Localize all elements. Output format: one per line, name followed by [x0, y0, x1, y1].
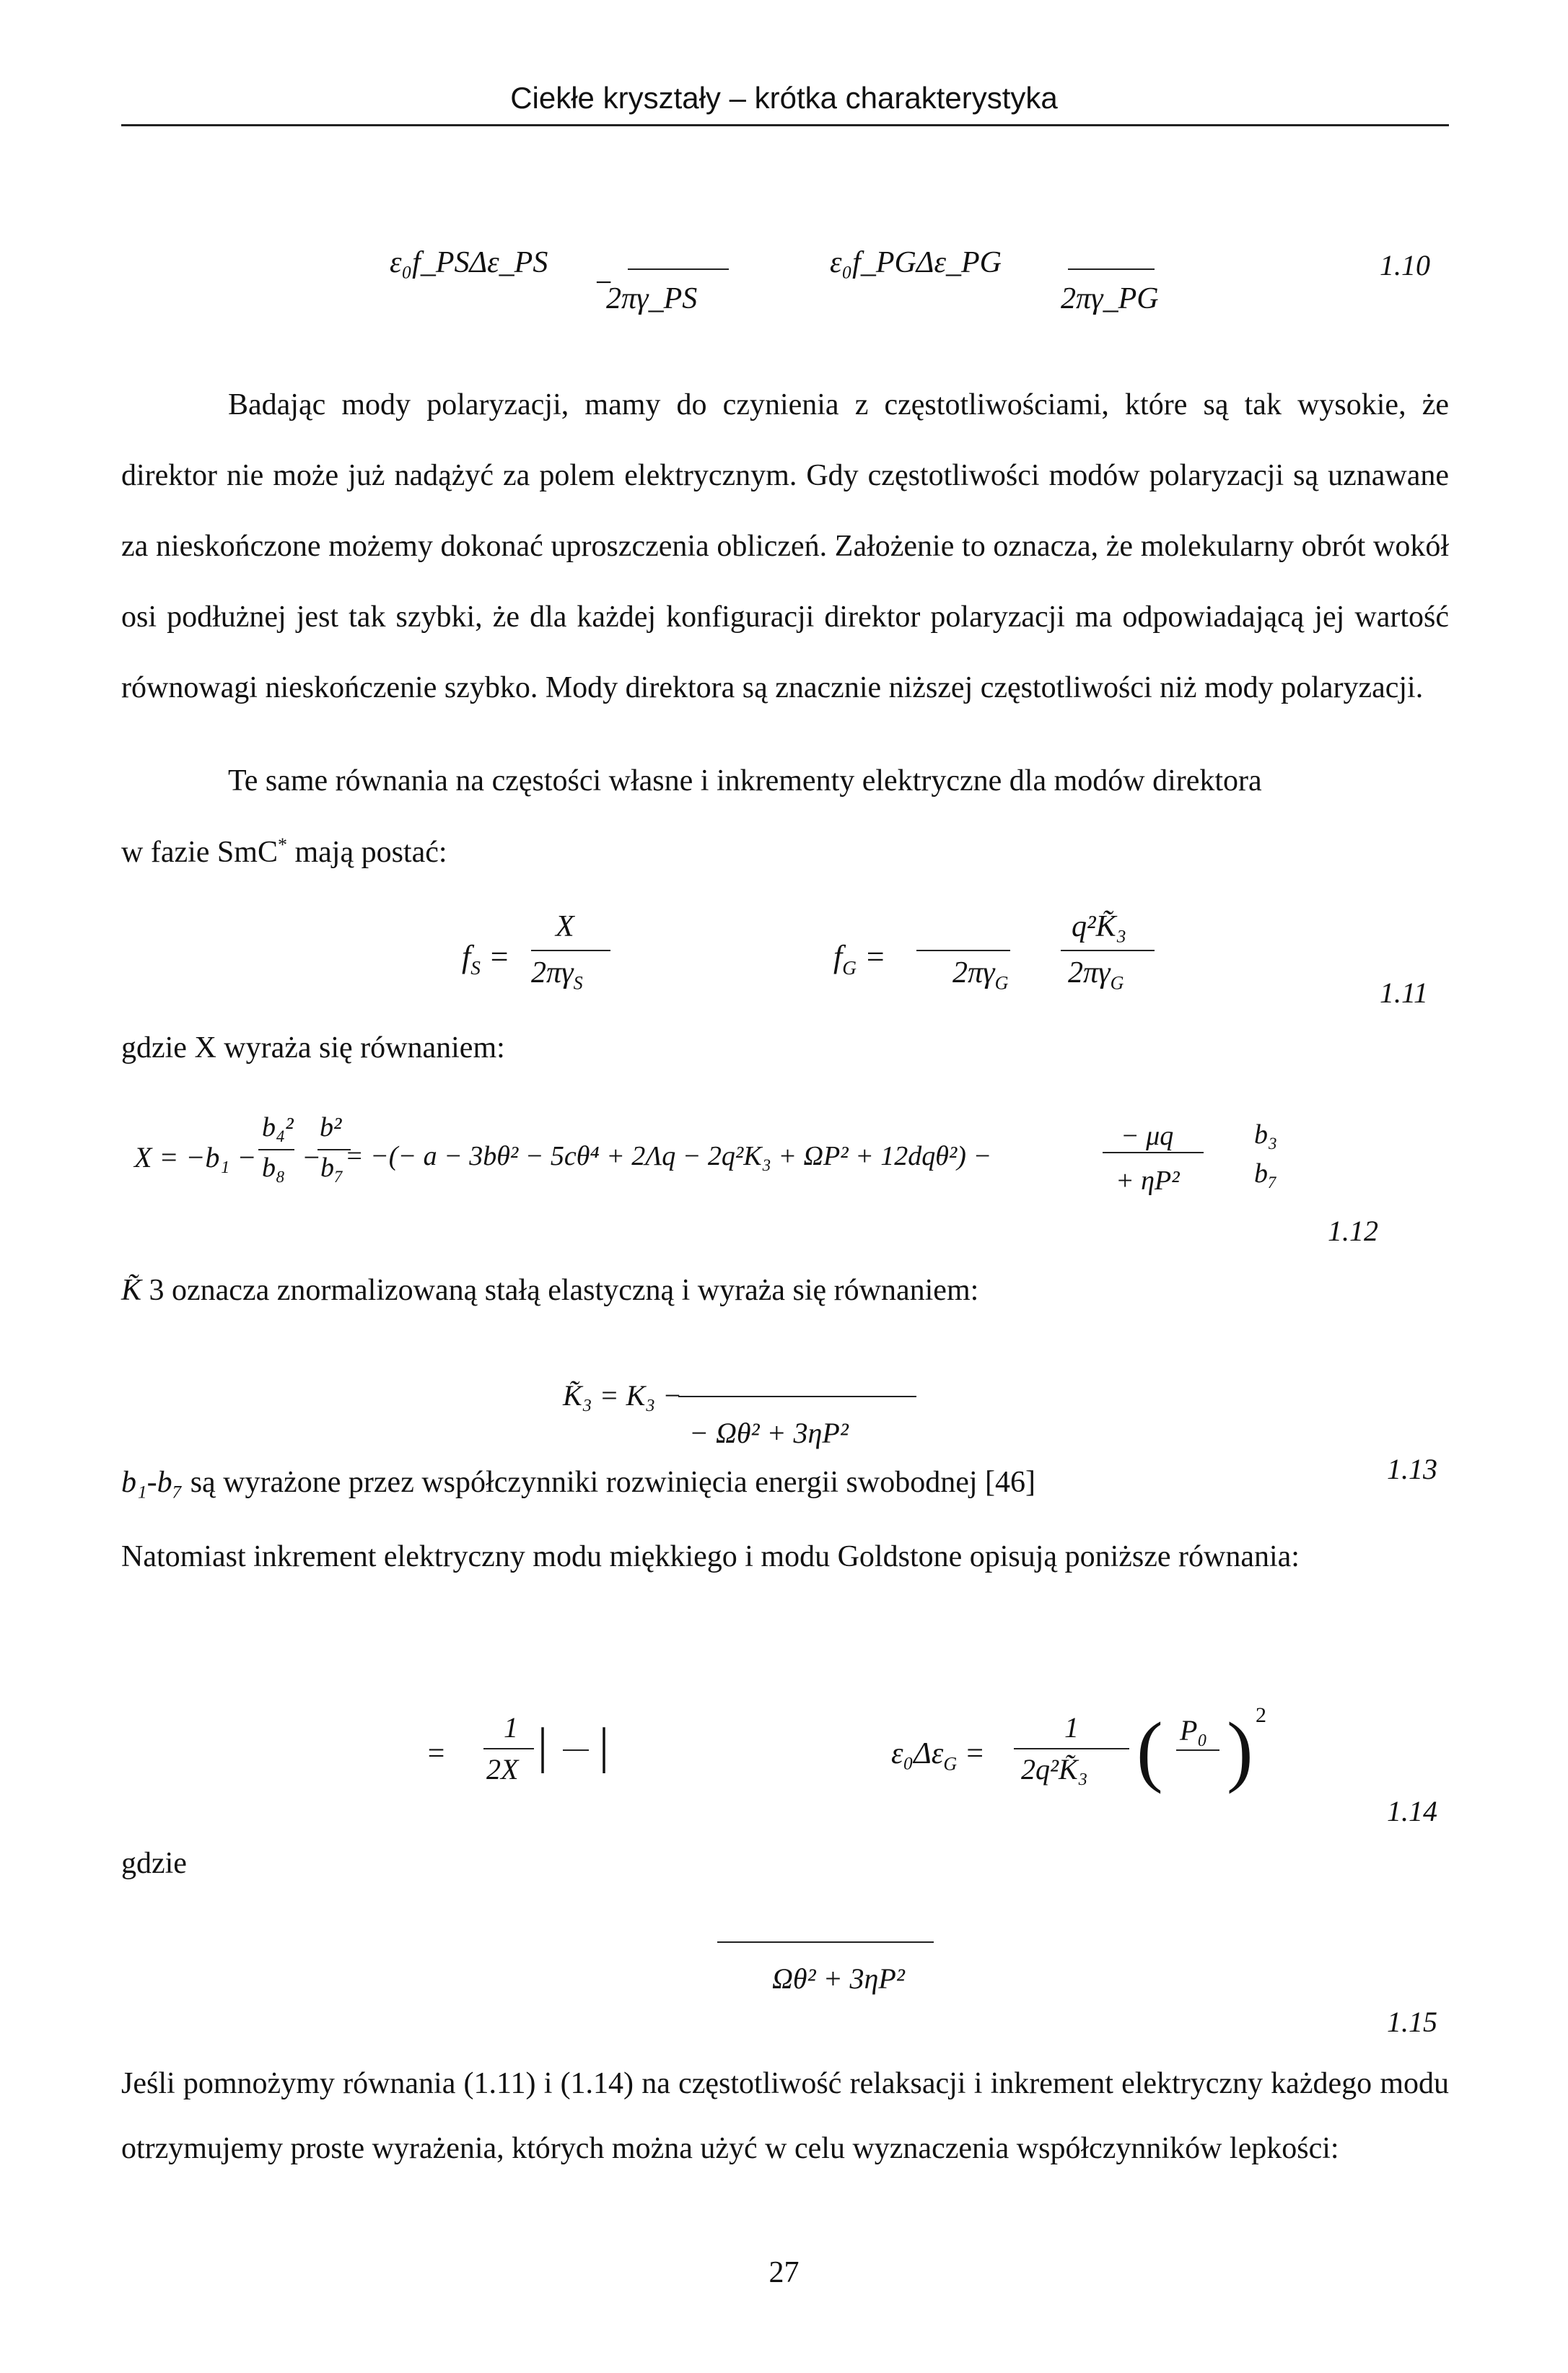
eq-1-10-left-numerator: ε₀f_PSΔε_PS: [390, 246, 548, 279]
smc-star: *: [277, 834, 287, 855]
eq-1-14-paren-open: (: [1136, 1706, 1163, 1794]
eq-1-14-number: 1.14: [1387, 1795, 1437, 1827]
eq-1-11-fs-numerator: X: [556, 910, 574, 943]
eq-1-10-number: 1.10: [1380, 249, 1430, 281]
k3-description: [121, 1273, 978, 1308]
eq-1-13-denominator: − Ωθ² + 3ηP²: [689, 1417, 849, 1449]
eq-1-12-frac1-num: b₄²: [262, 1112, 294, 1142]
eq-1-14-left-inner-bar: [563, 1749, 589, 1751]
eq-1-12-frac2-num: b²: [320, 1112, 342, 1142]
b1-b7-text: są wyrażone przez współczynniki rozwinięcia energii swobodnej [46]: [183, 1466, 1036, 1499]
eq-1-14-left-num: 1: [504, 1711, 518, 1744]
eq-1-11-fs-bar: [531, 950, 610, 951]
eq-1-10-right-bar: [1068, 268, 1155, 270]
eq-1-14-right-bar: [1014, 1748, 1129, 1749]
gdzie-text: gdzie: [121, 1847, 187, 1880]
eq-1-11-fg-denominator2: $2\pi\gamma_G$: [1068, 956, 1124, 994]
gdzie-x-text: gdzie X wyraża się równaniem:: [121, 1031, 505, 1065]
eq-1-14-left-bracket-close: |: [599, 1718, 610, 1774]
eq-1-10-left-bar: [628, 268, 729, 270]
eq-1-14-right-lhs: $\varepsilon_0\Delta\varepsilon_G$ =: [891, 1737, 986, 1775]
k3-symbol: K̃: [121, 1274, 142, 1307]
eq-1-10-right-denominator: 2πγ_PG: [1061, 282, 1159, 315]
eq-1-12-lhs: X = −b₁ −: [134, 1141, 257, 1174]
eq-1-13-bar: [678, 1396, 916, 1397]
eq-1-14-right-num: 1: [1064, 1711, 1079, 1744]
paragraph-increment: Natomiast inkrement elektryczny modu miękkiego i modu Goldstone opisują poniższe równania:: [121, 1540, 1300, 1573]
k3-text: 3 oznacza znormalizowaną stałą elastyczną i wyraża się równaniem:: [141, 1274, 979, 1307]
running-header: Ciekłe kryształy – krótka charakterystyka: [510, 81, 1058, 115]
eq-1-10-minus: −: [593, 266, 614, 300]
eq-1-10-left-denominator: 2πγ_PS: [606, 282, 698, 315]
equation-1-10: [382, 245, 1450, 325]
eq-1-12-minus: −: [302, 1141, 321, 1174]
eq-1-15-denominator: Ωθ² + 3ηP²: [772, 1962, 905, 1995]
eq-1-15-number: 1.15: [1387, 2006, 1437, 2038]
eq-1-12-frac3-bar: [1103, 1152, 1204, 1153]
eq-1-14-left-bracket-open: |: [538, 1718, 548, 1774]
eq-1-11-fs-denominator: $2\pi\gamma_S$: [531, 956, 583, 994]
equation-1-15: [714, 1934, 1450, 2038]
eq-1-14-left-den: 2X: [486, 1753, 519, 1786]
eq-1-11-fg-lhs: $f_G$ =: [833, 939, 886, 979]
eq-1-11-number: 1.11: [1380, 976, 1429, 1009]
page-number: 27: [768, 2256, 800, 2289]
eq-1-12-frac1-den: b₈: [262, 1153, 286, 1183]
eq-1-11-fs-lhs: $f_S$ =: [462, 939, 510, 979]
eq-1-11-fg-bar2: [1061, 950, 1155, 951]
eq-1-12-frac1-bar: [258, 1149, 294, 1150]
eq-1-11-fg-denominator: $2\pi\gamma_G$: [952, 956, 1009, 994]
eq-1-14-p0: P₀: [1180, 1714, 1208, 1747]
eq-1-14-p-bar: [1176, 1749, 1219, 1751]
smc-line2-pre: w fazie SmC: [121, 836, 278, 869]
eq-1-12-frac4-den: b₇: [1254, 1158, 1278, 1189]
eq-1-14-right-den: 2q²K̃₃: [1021, 1753, 1088, 1786]
eq-1-12-frac3-num: − μq: [1121, 1121, 1174, 1151]
eq-1-11-fg-bar: [916, 950, 1010, 951]
paragraph-multiply: Jeśli pomnożymy równania (1.11) i (1.14) na częstotliwość relaksacji i inkrement elektryczny każdego modu otrzymujemy proste wyrażenia, których można użyć w celu wyznaczenia współczynników lepkości:: [121, 2067, 1449, 2165]
eq-1-14-paren-close: ): [1227, 1706, 1253, 1794]
paragraph-smc-line2: [121, 834, 447, 870]
header-rule: [121, 124, 1449, 126]
eq-1-14-left-bar: [483, 1748, 534, 1749]
eq-1-13-number: 1.13: [1387, 1453, 1437, 1485]
eq-1-12-middle: = −(− a − 3bθ² − 5cθ⁴ + 2Λq − 2q²K₃ + ΩP² + 12dqθ²) −: [345, 1141, 992, 1171]
b1-b7-description: [121, 1465, 1035, 1500]
eq-1-14-left-eq: =: [426, 1737, 447, 1770]
b1-b7-symbol: b₁-b₇: [121, 1466, 183, 1499]
eq-1-12-frac3-den: + ηP²: [1116, 1166, 1180, 1196]
eq-1-10-right-numerator: ε₀f_PGΔε_PG: [830, 246, 1002, 279]
paragraph-smc-line1: Te same równania na częstości własne i inkrementy elektryczne dla modów direktora: [228, 764, 1262, 797]
equation-1-14: [426, 1703, 1450, 1833]
eq-1-12-frac4-num: b₃: [1254, 1119, 1278, 1150]
eq-1-14-exponent: 2: [1256, 1703, 1266, 1727]
eq-1-12-frac2-den: b₇: [320, 1153, 344, 1183]
eq-1-11-fg-numerator2: q²K̃₃: [1072, 910, 1127, 943]
equation-1-12: [121, 1111, 1449, 1256]
paragraph-polarization-modes: Badając mody polaryzacji, mamy do czynienia z częstotliwościami, które są tak wysokie, że direktor nie może już nadążyć za polem elektrycznym. Gdy częstotliwości modów polaryzacji są uznawane za nieskończone możemy dokonać uproszczenia obliczeń. Założenie to oznacza, że molekularny obrót wokół osi podłużnej jest tak szybki, że dla każdej konfiguracji direktor polaryzacji ma odpowiadającą jej wartość równowagi nieskończenie szybko. Mody direktora są znacznie niższej częstotliwości niż mody polaryzacji.: [121, 388, 1449, 704]
eq-1-13-lhs: K̃₃ = K₃ −: [563, 1379, 683, 1412]
eq-1-12-number: 1.12: [1328, 1215, 1378, 1247]
equation-1-11: [462, 909, 1450, 1025]
smc-line2-post: mają postać:: [286, 836, 447, 869]
eq-1-15-bar: [717, 1941, 934, 1943]
